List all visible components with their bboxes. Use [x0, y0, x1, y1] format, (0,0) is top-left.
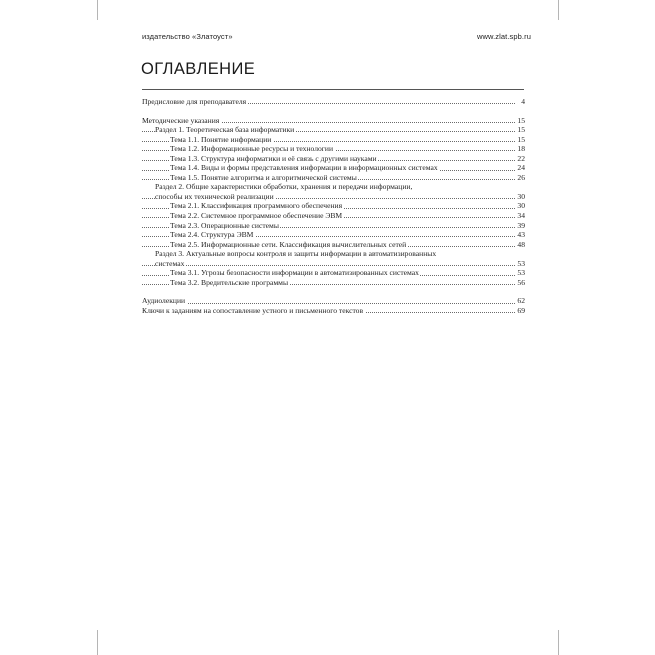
toc-page-number: 18: [517, 144, 525, 154]
toc-page-number: 39: [517, 220, 525, 230]
publisher-header: издательство «Златоуст»: [142, 32, 233, 41]
toc-entry-label: Тема 2.1. Классификация программного обеспечения: [170, 201, 343, 211]
toc-page-number: 53: [517, 258, 525, 268]
toc-page-number: 62: [517, 296, 525, 306]
toc-entry-label: Тема 1.5. Понятие алгоритма и алгоритмической системы: [170, 172, 357, 182]
toc-page-number: 22: [517, 153, 525, 163]
toc-entry-topic-2-5[interactable]: [142, 240, 525, 250]
toc-entry-topic-2-1[interactable]: [142, 201, 525, 211]
toc-page-number: 69: [517, 305, 525, 315]
page-title: ОГЛАВЛЕНИЕ: [141, 60, 256, 78]
toc-entry-label: Тема 2.3. Операционные системы: [170, 220, 279, 230]
toc-entry-label: Тема 3.2. Вредительские программы: [170, 277, 289, 287]
table-of-contents: [142, 97, 525, 315]
crop-mark: [97, 630, 98, 655]
toc-entry-label: Раздел 1. Теоретическая база информатики: [155, 125, 295, 135]
toc-entry-label: Предисловие для преподавателя: [142, 97, 247, 106]
toc-entry-label: Тема 1.4. Виды и формы представления информации в информационных системах: [170, 163, 438, 173]
crop-mark: [558, 0, 559, 20]
toc-entry-label: Тема 2.5. Информационные сети. Классификация вычислительных сетей: [170, 239, 407, 249]
toc-entry-label: Тема 2.4. Структура ЭВМ: [170, 230, 254, 240]
toc-entry-label: Раздел 3. Актуальные вопросы контроля и защиты информации в автоматизированных: [155, 249, 437, 259]
toc-entry-label: Тема 3.1. Угрозы безопасности информации в автоматизированных системах: [170, 268, 419, 278]
toc-page-number: 15: [517, 125, 525, 135]
toc-page-number: 24: [517, 163, 525, 173]
toc-entry-label: Тема 1.2. Информационные ресурсы и технологии: [170, 144, 334, 154]
toc-entry-section-3[interactable]: [142, 259, 525, 269]
toc-page-number: 34: [517, 211, 525, 221]
toc-entry-label: Методические указания: [142, 115, 220, 125]
toc-page-number: 15: [517, 115, 525, 125]
toc-page-number: 15: [517, 134, 525, 144]
crop-mark: [558, 630, 559, 655]
toc-entry-topic-1-2[interactable]: [142, 144, 525, 154]
toc-entry-topic-1-5[interactable]: [142, 173, 525, 183]
toc-entry-topic-3-1[interactable]: [142, 268, 525, 278]
toc-page-number: 30: [517, 201, 525, 211]
toc-page-number: 30: [517, 191, 525, 201]
toc-page-number: 4: [521, 97, 525, 106]
toc-page-number: 48: [517, 239, 525, 249]
toc-page-number: 53: [517, 268, 525, 278]
toc-entry-label: Раздел 2. Общие характеристики обработки, хранения и передачи информации,: [155, 182, 413, 192]
toc-entry-methodical-notes[interactable]: [142, 116, 525, 126]
toc-entry-topic-1-1[interactable]: [142, 135, 525, 145]
toc-page-number: 43: [517, 230, 525, 240]
toc-entry-label: Тема 1.3. Структура информатики и её связь с другими науками: [170, 153, 377, 163]
toc-entry-label: Тема 2.2. Системное программное обеспечение ЭВМ: [170, 211, 343, 221]
toc-entry-topic-2-4[interactable]: [142, 230, 525, 240]
toc-entry-topic-1-3[interactable]: [142, 154, 525, 164]
toc-entry-label: Ключи к заданиям на сопоставление устного и письменного текстов: [142, 305, 364, 315]
toc-entry-answer-keys[interactable]: [142, 306, 525, 316]
title-rule: [142, 89, 524, 90]
toc-entry-audio-lectures[interactable]: [142, 296, 525, 306]
toc-entry-label: Аудиолекции: [142, 296, 186, 306]
toc-entry-section-2[interactable]: [142, 192, 525, 202]
toc-entry-topic-1-4[interactable]: [142, 163, 525, 173]
toc-entry-topic-2-3[interactable]: [142, 221, 525, 231]
toc-entry-section-3-line-1[interactable]: [142, 249, 525, 259]
toc-entry-label: Тема 1.1. Понятие информации: [170, 134, 272, 144]
toc-entry-label: системах: [155, 258, 185, 268]
crop-mark: [97, 0, 98, 20]
toc-page-number: 56: [517, 277, 525, 287]
toc-entry-section-1[interactable]: [142, 125, 525, 135]
toc-entry-label: способы их технической реализации: [155, 191, 274, 201]
toc-entry-topic-3-2[interactable]: [142, 278, 525, 288]
website-header: www.zlat.spb.ru: [476, 32, 531, 41]
toc-page-number: 26: [517, 172, 525, 182]
toc-entry-section-2-line-1[interactable]: [142, 182, 525, 192]
toc-entry-topic-2-2[interactable]: [142, 211, 525, 221]
toc-entry-preface[interactable]: [142, 97, 525, 107]
